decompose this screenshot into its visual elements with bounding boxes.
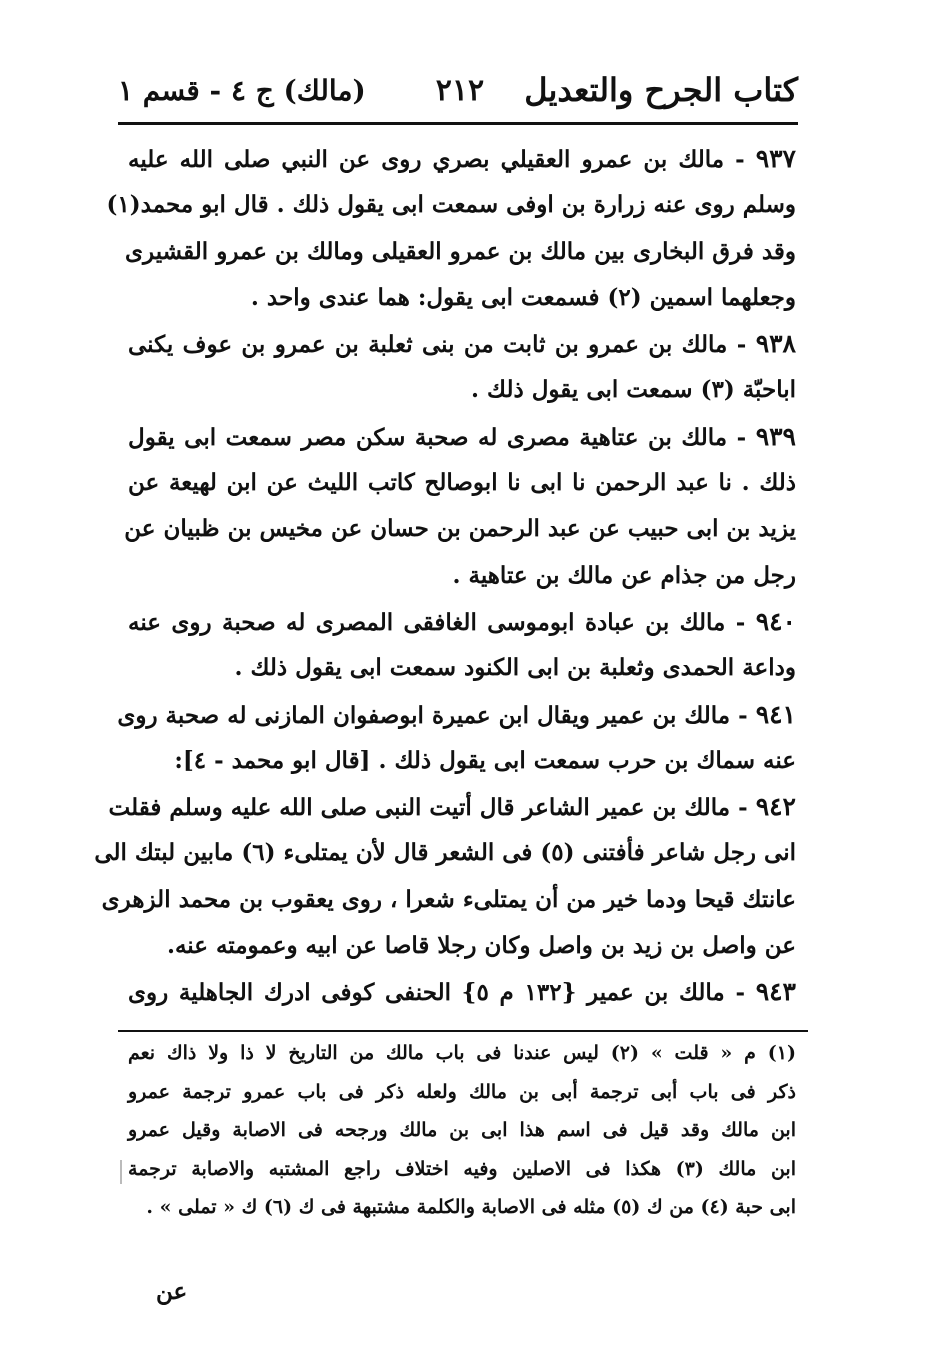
footnote-line: ابى حبة (٤) من ك (٥) مثله فى الاصابة والكلمة مشتبهة فى ك (٦) ك « تملى » . bbox=[146, 1196, 796, 1218]
entry-937 bbox=[106, 136, 796, 321]
footnote-rule bbox=[118, 1030, 808, 1032]
entry-942 bbox=[94, 784, 796, 969]
header-rule bbox=[118, 122, 798, 125]
text-line: ٩٤٠ - مالك بن عبادة ابوموسى الغافقى المصرى له صحبة روى عنه bbox=[128, 606, 796, 636]
text-line: وداعة الحمدى وثعلبة بن ابى الكنود سمعت ابى يقول ذلك . bbox=[234, 654, 796, 682]
entry-940 bbox=[128, 599, 796, 692]
footnote-line: ابن مالك وقد قيل فى اسم هذا ابى بن مالك ورجحه فى الاصابة وقيل عمرو bbox=[128, 1119, 796, 1141]
entry-number: ٩٣٩ bbox=[755, 421, 796, 451]
text-line: وجعلهما اسمين (٢) فسمعت ابى يقول: هما عندى واحد . bbox=[250, 283, 796, 311]
text-line: رجل من جذام عن مالك بن عتاهية . bbox=[452, 561, 796, 589]
entry-941 bbox=[117, 692, 796, 785]
text-line: انى رجل شاعر فأفتنى (٥) فى الشعر قال لأن يمتلىء (٦) مابين لبتك الى bbox=[94, 839, 796, 867]
main-text bbox=[94, 136, 796, 1016]
text-line: يزيد بن ابى حبيب عن عبد الرحمن بن حسان عن مخيس بن ظبيان عن bbox=[124, 515, 796, 543]
footnotes bbox=[128, 1034, 796, 1227]
text-line: وقد فرق البخارى بين مالك بن عمرو العقيلى ومالك بن عمرو القشيرى bbox=[125, 237, 796, 265]
catchword: عن bbox=[156, 1278, 188, 1305]
text-line: عنه سماك بن حرب سمعت ابى يقول ذلك . [قال ابو محمد - ٤]: bbox=[174, 746, 796, 774]
margin-mark bbox=[120, 1160, 122, 1184]
page-number: ٢١٢ bbox=[435, 72, 485, 108]
entry-number: ٩٤٢ bbox=[755, 792, 796, 822]
text-line: ٩٤١ - مالك بن عمير ويقال ابن عميرة ابوصفوان المازنى له صحبة روى bbox=[117, 699, 796, 729]
entry-number: ٩٣٨ bbox=[755, 329, 796, 359]
footnote-line: ابن مالك (٣) هكذا فى الاصلين وفيه اختلاف راجع المشتبه والاصابة ترجمة bbox=[128, 1157, 796, 1180]
entry-number: ٩٤٠ bbox=[755, 606, 796, 636]
footnote-line: ذكر فى باب أبى ترجمة أبى بن مالك ولعله ذكر فى باب عمرو ترجمة عمرو bbox=[128, 1080, 796, 1103]
text-line: ذلك . نا عبد الرحمن نا ابى نا ابوصالح كاتب الليث عن ابن لهيعة عن bbox=[128, 469, 796, 497]
page-header bbox=[118, 62, 798, 118]
entry-number: ٩٣٧ bbox=[755, 144, 796, 173]
section-label: (مالك) ج ٤ - قسم ١ bbox=[118, 73, 366, 107]
entry-943 bbox=[128, 969, 796, 1015]
entry-939 bbox=[124, 414, 796, 599]
text-line: وسلم روى عنه زرارة بن اوفى سمعت ابى يقول ذلك . قال ابو محمد(١) bbox=[106, 191, 796, 219]
text-line: ٩٣٨ - مالك بن عمرو بن ثابت من بنى ثعلبة بن عمرو بن عوف يكنى bbox=[128, 329, 796, 359]
entry-number: ٩٤١ bbox=[755, 699, 796, 729]
text-line: عانتك قيحا ودما خير من أن يمتلىء شعرا ، روى يعقوب بن محمد الزهرى bbox=[101, 885, 796, 913]
text-line: اباحبّة (٣) سمعت ابى يقول ذلك . bbox=[471, 376, 796, 404]
book-title: كتاب الجرح والتعديل bbox=[524, 71, 798, 109]
entry-938 bbox=[128, 321, 796, 414]
entry-number: ٩٤٣ bbox=[755, 977, 796, 1007]
text-line: ٩٤٣ - مالك بن عمير {١٣٢ م ٥} الحنفى كوفى ادرك الجاهلية روى bbox=[128, 977, 796, 1007]
text-line: ٩٣٩ - مالك بن عتاهية مصرى له صحبة سكن مصر سمعت ابى يقول bbox=[128, 421, 796, 451]
footnote-line: (١) م « قلت » (٢) ليس عندنا فى باب مالك من التاريخ لا ذا ولا ذاك نعم bbox=[128, 1042, 796, 1064]
text-line: عن واصل بن زيد بن واصل وكان رجلا قاصا عن ابيه وعمومته عنه. bbox=[166, 932, 796, 960]
text-line: ٩٣٧ - مالك بن عمرو العقيلي بصري روى عن النبي صلى الله عليه bbox=[128, 144, 796, 173]
text-line: ٩٤٢ - مالك بن عمير الشاعر قال أتيت النبى صلى الله عليه وسلم فقلت bbox=[108, 792, 796, 822]
